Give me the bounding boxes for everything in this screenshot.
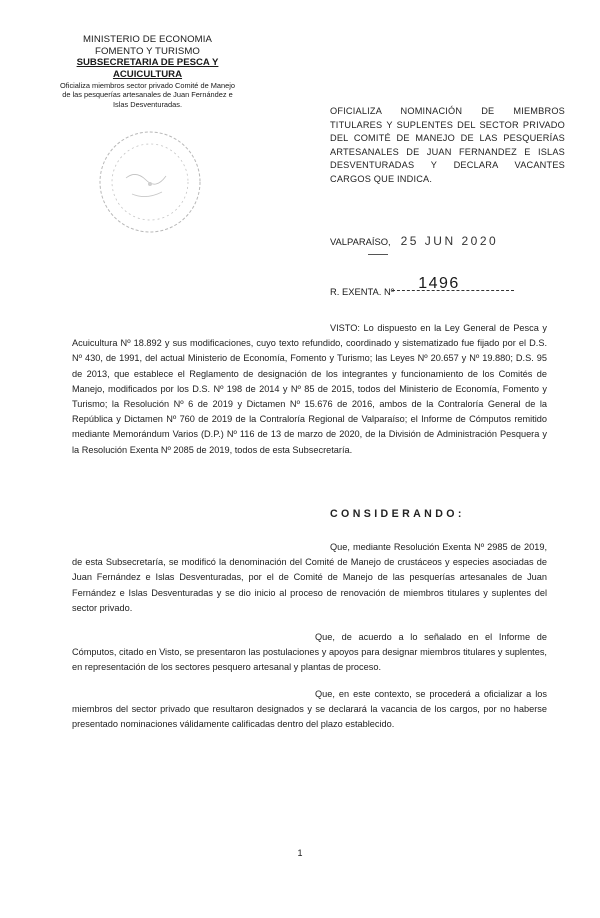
ministry-area: FOMENTO Y TURISMO (95, 45, 200, 57)
visto-text: Lo dispuesto en la Ley General de Pesca y Acuicultura Nº 18.892 y sus modificaciones, cuyo texto refundido, coordinado y sistematizado fue fijado por el D.S. Nº 430, de 1991, del actual Ministerio de Economía, Fomento y Turismo; las Leyes Nº 20.657 y Nº 19.880; D.S. 95 de 2013, que establece el Reglamento de designación de los integrantes y funcionamiento de los Comités de Manejo, modificados por los D.S. Nº 198 de 2014 y Nº 85 de 2015, todos del Ministerio de Economía, Fomento y Turismo; la Resolución Nº 6 de 2019 y Dictamen Nº 15.676 de 2016, ambos de la Contraloría General de la República y Dictamen Nº 760 de 2019 de la Contraloría Regional de Valparaíso; el Informe de Cómputos remitido mediante Memorándum Varios (D.P.) Nº 116 de 13 de marzo de 2020, de la División de Administración Pesquera y la Resolución Exenta Nº 2085 de 2019, todos de esta Subsecretaría. (72, 323, 547, 455)
ministry-name: MINISTERIO DE ECONOMIA (82, 34, 213, 45)
considerando-paragraph-3: Que, en este contexto, se procederá a oficializar a los miembros del sector privado que resultaron designados y se declarará la vacancia de los cargos, por no haberse presentado nominaciones válidamente calificadas dentro del plazo establecido. (72, 689, 547, 730)
header-subtitle: Oficializa miembros sector privado Comité de Manejo de las pesquerías artesanales de Juan Fernández e Islas Desventuradas. (60, 81, 235, 109)
considerando-paragraph-2: Que, de acuerdo a lo señalado en el Informe de Cómputos, citado en Visto, se presentaron las postulaciones y apoyos para designar miembros titulares y suplentes, en representación de los sectores pesquero artesanal y plantas de proceso. (72, 632, 547, 673)
resolution-title: OFICIALIZA NOMINACIÓN DE MIEMBROS TITULARES Y SUPLENTES DEL SECTOR PRIVADO DEL COMITÉ DE MANEJO DE LAS PESQUERÍAS ARTESANALES DE JUAN FERNANDEZ E ISLAS DESVENTURADAS Y DECLARA VACANTES CARGOS QUE INDICA. (330, 106, 565, 184)
number-underline (392, 290, 514, 291)
resolution-number: 1496 (418, 275, 460, 292)
date-underline (368, 254, 388, 255)
visto-paragraph (72, 321, 547, 458)
ministry-header (60, 34, 235, 109)
undersecretariat-name: SUBSECRETARIA DE PESCA Y ACUICULTURA (76, 57, 219, 80)
date-stamp: 25 JUN 2020 (400, 234, 499, 248)
resolution-label: R. EXENTA. Nº (330, 286, 395, 297)
considerando-heading: CONSIDERANDO: (330, 508, 465, 520)
visto-lead: VISTO: (330, 323, 360, 333)
place-and-date (330, 234, 498, 248)
resolution-number-block (330, 275, 460, 297)
considerando-paragraph-1: Que, mediante Resolución Exenta Nº 2985 de 2019, de esta Subsecretaría, se modificó la denominación del Comité de Manejo de crustáceos y especies asociadas de Juan Fernández e Islas Desventuradas, por el de Comité de Manejo de las pesquerías artesanales de Juan Fernández e Islas Desventuradas y se dio inicio al proceso de renovación de miembros titulares y suplentes del sector privado. (72, 542, 547, 613)
page-number: 1 (297, 848, 303, 858)
place-label: VALPARAÍSO, (330, 236, 391, 247)
official-stamp-icon (96, 128, 204, 236)
